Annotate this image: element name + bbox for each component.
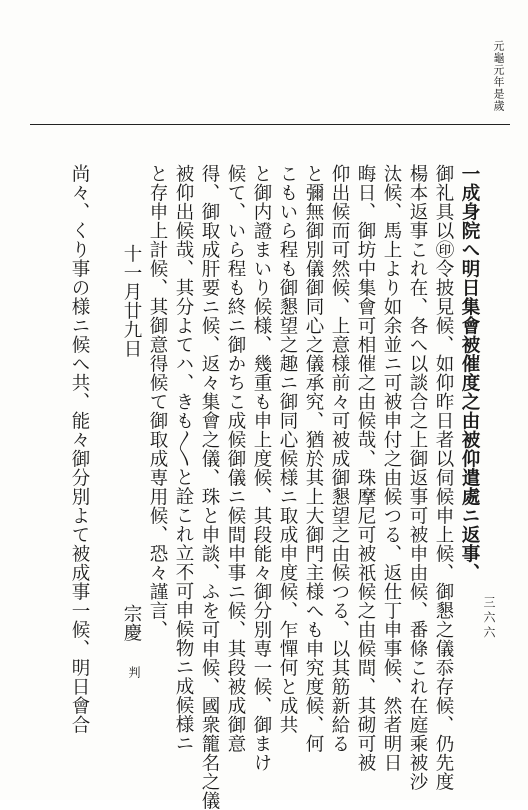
text-column: こもいら程も御懇望之趣ニ御同心候様ニ取成申度候、乍憚何と成共 [277, 164, 298, 734]
page-number: 三六六 [482, 596, 496, 641]
text-column: 被仰出候哉、其分よてハ、きも〳〵と詮これ立不可申候物ニ成候様ニ [173, 164, 194, 753]
text-column: 汰候、馬上より如余並ニ可被申付之由候つる、返仕丁申事候、然者明日 [381, 164, 402, 772]
letter-date: 十一月廿九日 [121, 244, 142, 358]
letter-signature: 宗慶 [121, 604, 142, 642]
text-column: と存申上計候、其御意得候て御取成専用候、恐々謹言、 [147, 164, 168, 639]
text-column: と彌無御別儀御同心之儀承究、猶於其上大御門主様へも申究度候、何 [303, 164, 324, 753]
header-rule [30, 124, 510, 125]
text-column: 御礼具以㊞令披見候、如仰昨日者以伺候申上候、御懇之儀忝存候、仍先度 [433, 164, 454, 791]
text-column: 尚々、くり事の様ニ候へ共、能々御分別よて被成事一候、明日會合 [69, 164, 90, 734]
text-column: 楊本返事これ在、各へ以談合之上御返事可被申由候、番條これ在庭乘被沙 [407, 164, 428, 791]
seal-mark: 判 [127, 666, 141, 679]
text-column: 晦日、御坊中集會可相催之由候哉、珠摩尼可被祇候之由候間、其砌可被 [355, 164, 376, 772]
text-column: 得、御取成肝要ニ候、返々集會之儀、珠と申談、ふを可申候、國衆籠名之儀 [199, 164, 220, 810]
text-column: 候て、いら程も終ニ御かちこ成候御儀ニ候間申事ニ候、其段被成御意 [225, 164, 246, 753]
text-column: 仰出候而可然候、上意様前々可被成御懇望之由候つる、以其筋新給る [329, 164, 350, 753]
text-column: 一成身院へ明日集會被催度之由被仰遣處ニ返事、 [459, 164, 480, 582]
running-header: 元龜元年是歲 [492, 40, 505, 112]
text-column: と御内證まいり候様、幾重も申上度候、其段能々御分別専一候、御まけ [251, 164, 272, 772]
